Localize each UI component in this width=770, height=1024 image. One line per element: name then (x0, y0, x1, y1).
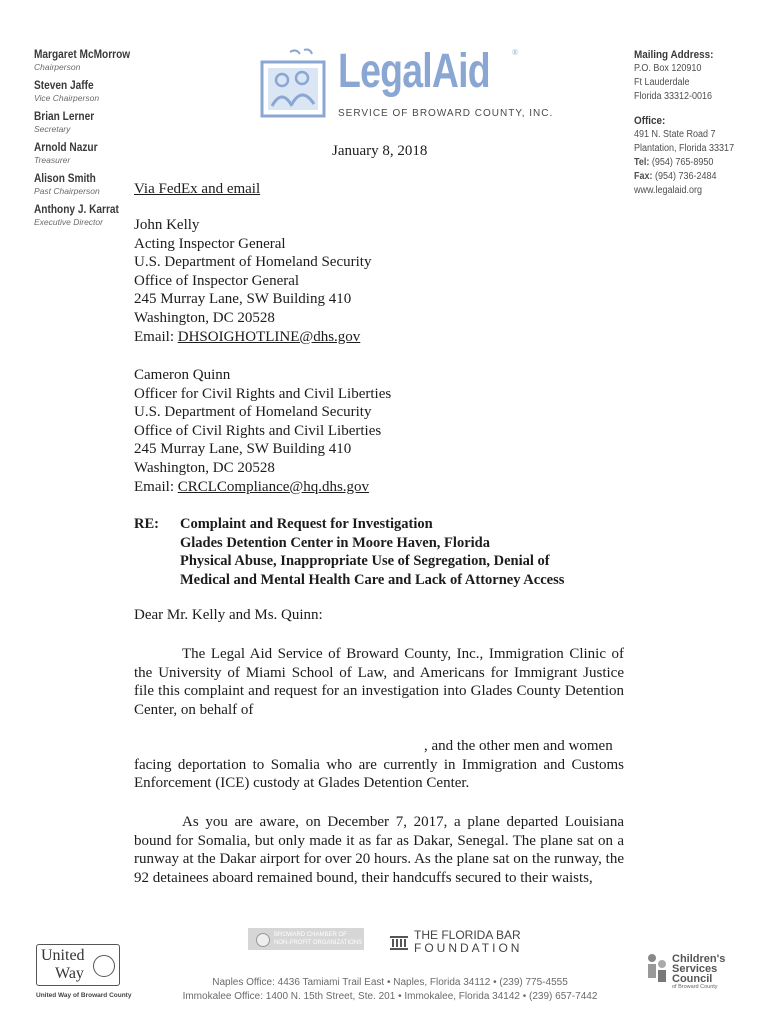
office-address (634, 114, 764, 198)
recipient-line: U.S. Department of Homeland Security (134, 254, 372, 271)
recipient-line: John Kelly (134, 217, 200, 233)
subject-line: Complaint and Request for Investigation (180, 516, 433, 532)
branch-offices (180, 976, 600, 1004)
csc-line: Children's (672, 953, 726, 965)
recipient-line: Cameron Quinn (134, 367, 231, 383)
csc-line: Council (672, 973, 713, 985)
logo-wordmark: LegalAid (338, 45, 490, 98)
paragraph-1-continued (134, 737, 624, 793)
officer-name: Margaret McMorrow (34, 49, 131, 61)
office-line: Plantation, Florida 33317 (634, 143, 735, 154)
officer-name: Brian Lerner (34, 111, 95, 123)
subject-line: Medical and Mental Health Care and Lack of Attorney Access (180, 571, 565, 588)
chamber-seal-icon (256, 933, 270, 947)
email-link[interactable]: CRCLCompliance@hq.dhs.gov (177, 478, 370, 495)
chamber-line: BROWARD CHAMBER OF (274, 932, 347, 938)
recipient-line: Officer for Civil Rights and Civil Liberties (134, 385, 392, 402)
email-label: Email: (134, 478, 178, 495)
logo-subtitle: SERVICE OF BROWARD COUNTY, INC. (338, 108, 554, 119)
recipient-line: Office of Inspector General (134, 272, 300, 289)
letter-date: January 8, 2018 (332, 143, 428, 159)
officer-title: Vice Chairperson (34, 93, 100, 103)
united-way-logo (36, 944, 132, 999)
tel-value: (954) 765-8950 (651, 157, 714, 168)
office-line: Naples Office: 4436 Tamiami Trail East • Naples, Florida 34112 • (239) 775-4555 (212, 977, 568, 988)
recipient-line: 245 Murray Lane, SW Building 410 (134, 291, 352, 308)
officer-title: Executive Director (34, 217, 103, 227)
puzzle-figure-icon (644, 950, 670, 990)
phone-number (634, 156, 751, 170)
officer-name: Steven Jaffe (34, 80, 94, 92)
subject-lines (180, 515, 564, 589)
legal-aid-people-icon (260, 48, 330, 118)
united-way-text: Way (55, 965, 84, 982)
officer (34, 79, 154, 104)
united-way-text: United (41, 947, 85, 964)
broward-chamber-logo (248, 928, 364, 950)
recipient-block-2 (134, 366, 391, 496)
florida-bar-text: THE FLORIDA BAR (414, 928, 521, 942)
csc-sub: of Broward County (672, 984, 718, 990)
fax-label: Fax: (634, 171, 653, 182)
tel-label: Tel: (634, 157, 650, 168)
re-label: RE: (134, 516, 159, 532)
paragraph-text: As you are aware, on December 7, 2017, a plane departed Louisiana bound for Somalia, but only made it as far as Dakar, Senegal. The plane sat on a runway at the Dakar airport for over 20 hours. As the plane sat on the runway, the 92 detainees aboard remained bound, their handcuffs secured to their waists, (134, 814, 624, 886)
foundation-text: FOUNDATION (414, 941, 523, 955)
subject-line: Glades Detention Center in Moore Haven, Florida (180, 534, 490, 551)
mailing-line: Florida 33312-0016 (634, 91, 713, 102)
subject-line: Physical Abuse, Inappropriate Use of Segregation, Denial of (180, 553, 550, 569)
chamber-line: NON-PROFIT ORGANIZATIONS (274, 940, 363, 946)
recipient-line: Washington, DC 20528 (134, 309, 275, 326)
contact-block (634, 48, 764, 208)
united-way-caption: United Way of Broward County (36, 992, 132, 999)
officer-title: Secretary (34, 124, 71, 134)
recipient-line: Washington, DC 20528 (134, 459, 275, 476)
united-way-badge (36, 944, 120, 986)
registered-mark: ® (512, 48, 519, 57)
legal-aid-logo (260, 42, 554, 126)
paragraph-1 (134, 645, 624, 719)
csc-line: Services (672, 963, 718, 975)
recipient-email (134, 478, 391, 497)
mailing-line: P.O. Box 120910 (634, 63, 702, 74)
columns-icon (390, 932, 408, 950)
officer-name: Alison Smith (34, 173, 96, 185)
officer-name: Arnold Nazur (34, 142, 98, 154)
mailing-heading: Mailing Address: (634, 49, 714, 61)
united-way-hand-icon (93, 955, 115, 977)
recipient-line: Acting Inspector General (134, 235, 286, 252)
office-line: Immokalee Office: 1400 N. 15th Street, Ste. 201 • Immokalee, Florida 34142 • (239) 657-7442 (182, 991, 598, 1002)
paragraph-text: facing deportation to Somalia who are currently in Immigration and Customs Enforcement (ICE) custody at Glades Detention Center. (134, 756, 624, 792)
chamber-text (274, 931, 362, 947)
office-heading: Office: (634, 115, 666, 127)
paragraph-2 (134, 813, 624, 887)
recipient-block-1 (134, 216, 371, 346)
paragraph-text: The Legal Aid Service of Broward County, Inc., Immigration Clinic of the University of Miami School of Law, and Americans for Immigrant Justice file this complaint and request for an investigation into Glades County Detention Center, on behalf of (134, 646, 624, 718)
officer-title: Chairperson (34, 62, 81, 72)
paragraph-text: , and the other men and women (424, 738, 613, 754)
mailing-address (634, 48, 764, 104)
email-label: Email: (134, 328, 178, 345)
officer-name: Anthony J. Karrat (34, 204, 119, 216)
recipient-line: 245 Murray Lane, SW Building 410 (134, 441, 352, 458)
officers-list (34, 48, 154, 234)
childrens-services-council-logo (644, 948, 744, 998)
recipient-line: Office of Civil Rights and Civil Liberties (134, 422, 382, 439)
officer-title: Treasurer (34, 155, 71, 165)
mailing-line: Ft Lauderdale (634, 77, 690, 88)
salutation: Dear Mr. Kelly and Ms. Quinn: (134, 607, 323, 623)
officer (34, 48, 154, 73)
recipient-email (134, 328, 371, 347)
officer (34, 110, 154, 135)
fax-value: (954) 736-2484 (655, 171, 717, 182)
officer-title: Past Chairperson (34, 186, 100, 196)
delivery-method: Via FedEx and email (134, 181, 261, 197)
recipient-line: U.S. Department of Homeland Security (134, 404, 372, 421)
email-link[interactable]: DHSOIGHOTLINE@dhs.gov (177, 328, 361, 345)
officer (34, 141, 154, 166)
website-link[interactable]: www.legalaid.org (634, 185, 703, 196)
office-line: 491 N. State Road 7 (634, 129, 716, 140)
fax-number (634, 170, 751, 184)
